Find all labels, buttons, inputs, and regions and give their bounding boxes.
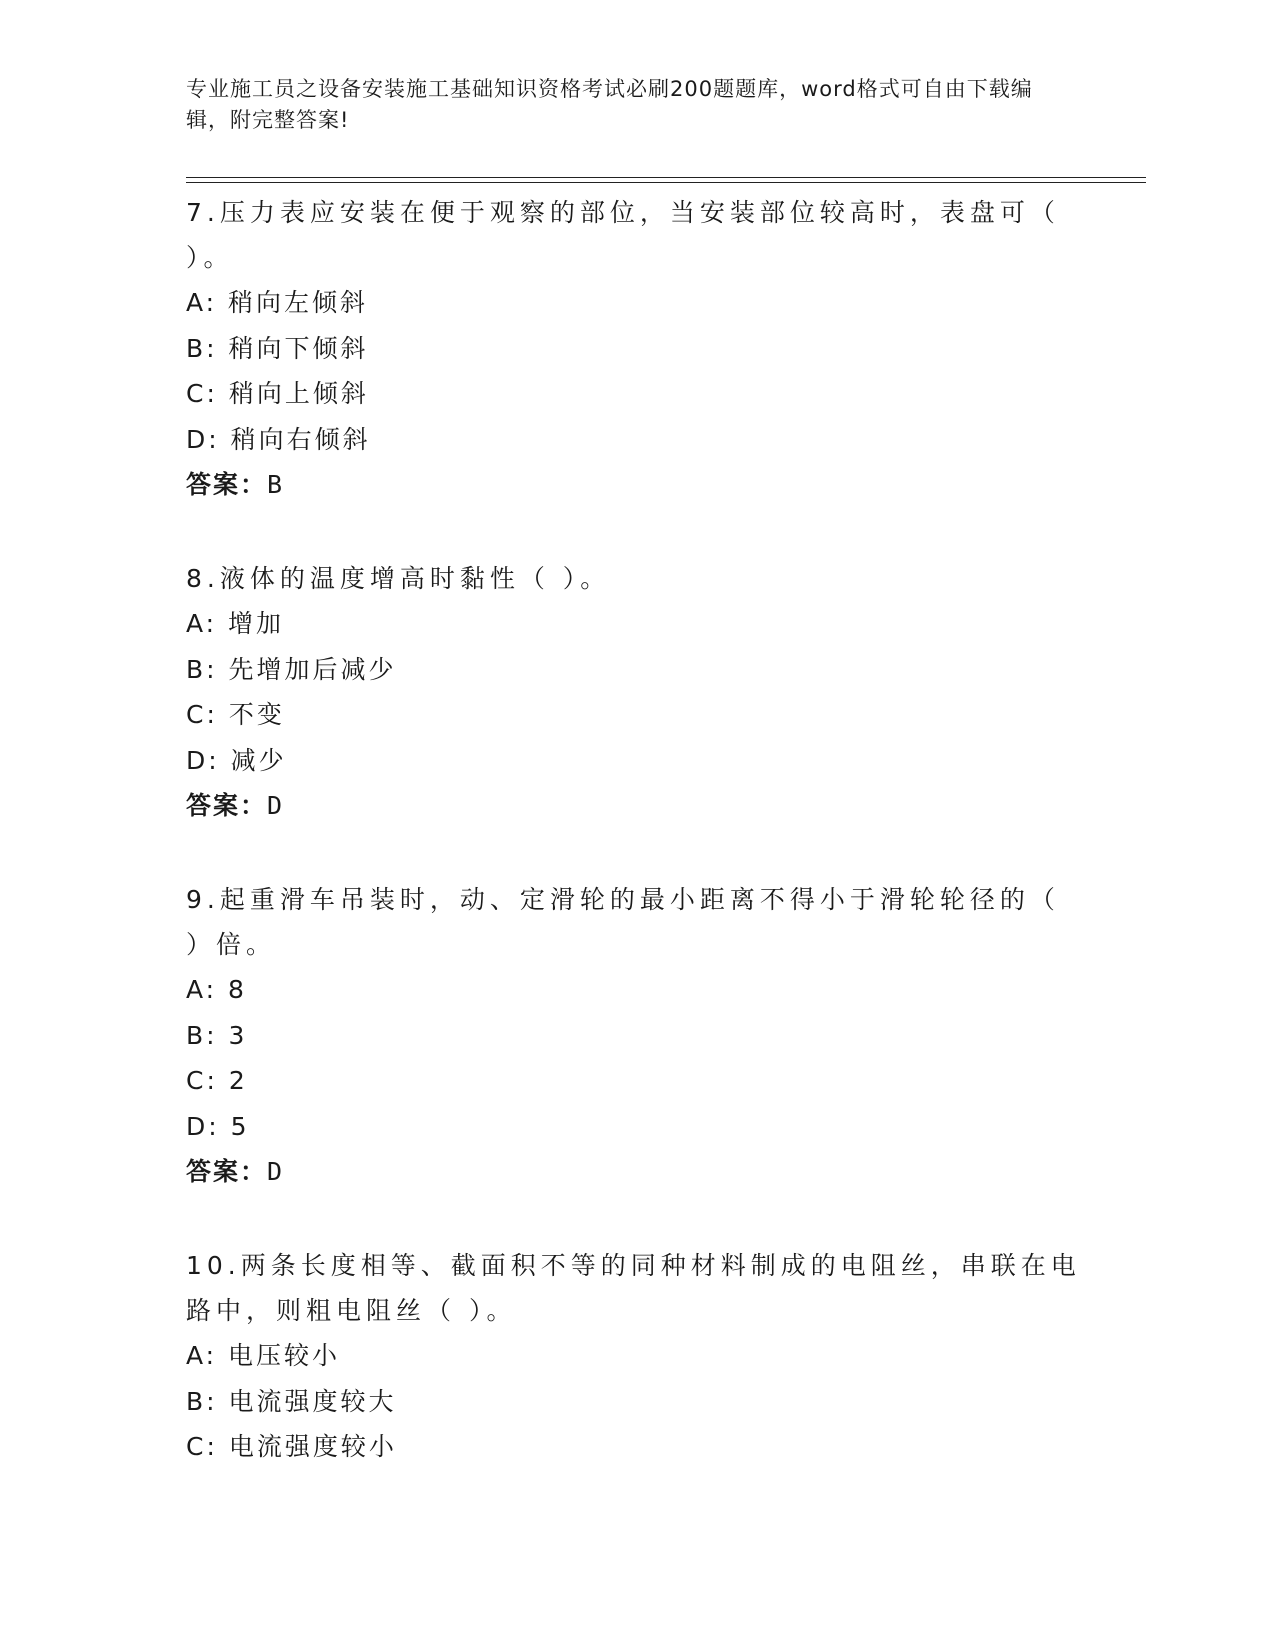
question-stem: 9.起重滑车吊装时，动、定滑轮的最小距离不得小于滑轮轮径的（ ）倍。 xyxy=(186,885,1060,959)
answer-line xyxy=(186,462,1086,507)
option-a: A: 稍向左倾斜 xyxy=(186,288,369,317)
answer-line xyxy=(186,1149,1086,1194)
document-intro: 专业施工员之设备安装施工基础知识资格考试必刷200题题库，word格式可自由下载编辑，附完整答案! xyxy=(186,77,1033,132)
option-b: B: 电流强度较大 xyxy=(186,1386,397,1416)
option-d: D: 减少 xyxy=(186,745,287,775)
option-c: C: 稍向上倾斜 xyxy=(186,379,369,408)
question-stem: 10.两条长度相等、截面积不等的同种材料制成的电阻丝，串联在电路中，则粗电阻丝（ ）。 xyxy=(186,1251,1081,1325)
option-a: A: 8 xyxy=(186,975,247,1004)
question-list xyxy=(186,190,1086,1519)
answer-line xyxy=(186,783,1086,828)
question-stem: 8.液体的温度增高时黏性（ ）。 xyxy=(186,564,611,593)
answer-label: 答案： xyxy=(186,1157,268,1186)
option-a: A: 电压较小 xyxy=(186,1341,341,1370)
option-b: B: 3 xyxy=(186,1020,248,1050)
option-c: C: 2 xyxy=(186,1066,248,1095)
option-c: C: 电流强度较小 xyxy=(186,1432,397,1461)
question-8 xyxy=(186,556,1086,828)
answer-value: B xyxy=(267,470,283,499)
answer-label: 答案： xyxy=(186,791,268,820)
option-a: A: 增加 xyxy=(186,609,285,638)
option-c: C: 不变 xyxy=(186,700,285,729)
option-d: D: 稍向右倾斜 xyxy=(186,424,371,454)
question-7 xyxy=(186,190,1086,507)
header-divider-bottom xyxy=(186,182,1146,183)
answer-value: D xyxy=(267,1157,283,1186)
option-b: B: 稍向下倾斜 xyxy=(186,333,369,363)
question-9 xyxy=(186,877,1086,1194)
answer-value: D xyxy=(267,791,283,820)
question-stem: 7.压力表应安装在便于观察的部位，当安装部位较高时，表盘可（ ）。 xyxy=(186,198,1060,272)
answer-label: 答案： xyxy=(186,470,268,499)
option-b: B: 先增加后减少 xyxy=(186,654,397,684)
option-d: D: 5 xyxy=(186,1111,250,1141)
header-divider-top xyxy=(186,177,1146,178)
question-10 xyxy=(186,1243,1086,1470)
